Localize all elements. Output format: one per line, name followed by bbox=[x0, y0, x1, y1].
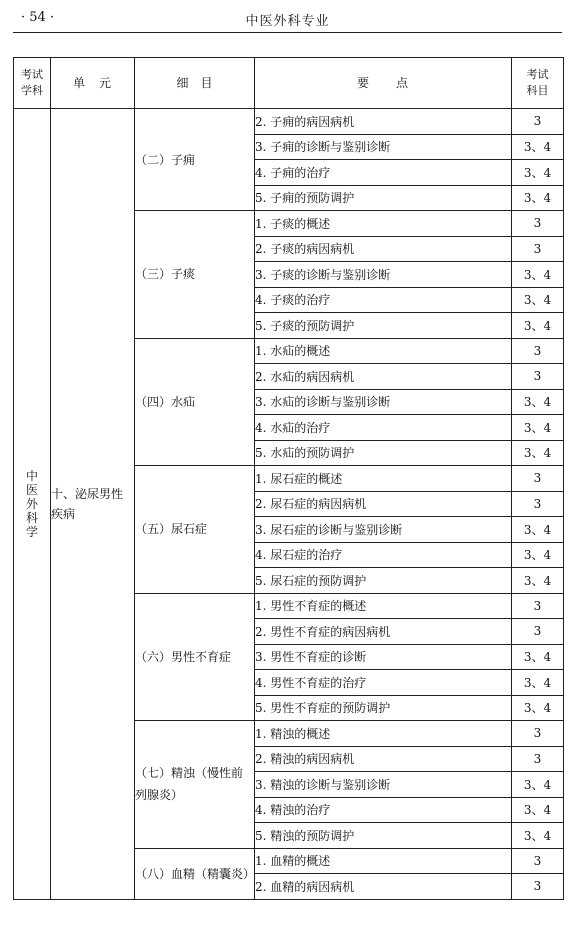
key-point-cell: 5. 水疝的预防调护 bbox=[255, 440, 512, 466]
key-point-cell: 3. 水疝的诊断与鉴别诊断 bbox=[255, 389, 512, 415]
exam-subject-cell: 3、4 bbox=[512, 542, 564, 568]
key-point-cell: 2. 子痰的病因病机 bbox=[255, 236, 512, 262]
exam-subject-cell: 3、4 bbox=[512, 440, 564, 466]
unit-cell: 十、泌尿男性疾病 bbox=[51, 109, 135, 900]
table-header-row bbox=[14, 58, 564, 109]
detail-cell: （五）尿石症 bbox=[135, 466, 255, 594]
key-point-cell: 3. 尿石症的诊断与鉴别诊断 bbox=[255, 517, 512, 543]
exam-subject-cell: 3 bbox=[512, 491, 564, 517]
exam-subject-cell: 3、4 bbox=[512, 262, 564, 288]
key-point-cell: 5. 男性不育症的预防调护 bbox=[255, 695, 512, 721]
page-number: · 54 · bbox=[21, 10, 55, 25]
subject-cell bbox=[14, 109, 51, 900]
exam-subject-cell: 3 bbox=[512, 466, 564, 492]
exam-subject-cell: 3 bbox=[512, 236, 564, 262]
key-point-cell: 3. 男性不育症的诊断 bbox=[255, 644, 512, 670]
key-point-cell: 1. 血精的概述 bbox=[255, 848, 512, 874]
key-point-cell: 2. 子痈的病因病机 bbox=[255, 109, 512, 135]
key-point-cell: 5. 子痰的预防调护 bbox=[255, 313, 512, 339]
column-header-subject: 考试学科 bbox=[14, 58, 51, 109]
exam-subject-cell: 3 bbox=[512, 593, 564, 619]
key-point-cell: 2. 男性不育症的病因病机 bbox=[255, 619, 512, 645]
key-point-cell: 2. 血精的病因病机 bbox=[255, 874, 512, 900]
exam-subject-cell: 3、4 bbox=[512, 160, 564, 186]
detail-cell: （二）子痈 bbox=[135, 109, 255, 211]
key-point-cell: 1. 尿石症的概述 bbox=[255, 466, 512, 492]
key-point-cell: 4. 尿石症的治疗 bbox=[255, 542, 512, 568]
column-header-exam-subject: 考试科目 bbox=[512, 58, 564, 109]
table-row bbox=[14, 109, 564, 135]
exam-subject-cell: 3、4 bbox=[512, 134, 564, 160]
exam-subject-cell: 3 bbox=[512, 109, 564, 135]
exam-subject-cell: 3 bbox=[512, 848, 564, 874]
detail-cell: （三）子痰 bbox=[135, 211, 255, 339]
exam-subject-cell: 3、4 bbox=[512, 772, 564, 798]
column-header-unit: 单 元 bbox=[51, 58, 135, 109]
exam-subject-cell: 3、4 bbox=[512, 389, 564, 415]
key-point-cell: 1. 水疝的概述 bbox=[255, 338, 512, 364]
key-point-cell: 2. 精浊的病因病机 bbox=[255, 746, 512, 772]
exam-subject-cell: 3 bbox=[512, 746, 564, 772]
key-point-cell: 2. 尿石症的病因病机 bbox=[255, 491, 512, 517]
key-point-cell: 1. 精浊的概述 bbox=[255, 721, 512, 747]
detail-cell: （七）精浊（慢性前列腺炎） bbox=[135, 721, 255, 849]
column-header-key-points: 要 点 bbox=[255, 58, 512, 109]
column-header-detail: 细 目 bbox=[135, 58, 255, 109]
key-point-cell: 3. 精浊的诊断与鉴别诊断 bbox=[255, 772, 512, 798]
key-point-cell: 1. 男性不育症的概述 bbox=[255, 593, 512, 619]
table-body bbox=[14, 109, 564, 900]
exam-subject-cell: 3 bbox=[512, 211, 564, 237]
exam-subject-cell: 3、4 bbox=[512, 313, 564, 339]
exam-subject-cell: 3、4 bbox=[512, 287, 564, 313]
key-point-cell: 5. 子痈的预防调护 bbox=[255, 185, 512, 211]
key-point-cell: 5. 精浊的预防调护 bbox=[255, 823, 512, 849]
exam-subject-cell: 3、4 bbox=[512, 517, 564, 543]
key-point-cell: 3. 子痈的诊断与鉴别诊断 bbox=[255, 134, 512, 160]
subject-label: 中医外科学 bbox=[25, 468, 38, 539]
key-point-cell: 5. 尿石症的预防调护 bbox=[255, 568, 512, 594]
exam-subject-cell: 3 bbox=[512, 721, 564, 747]
running-title: 中医外科专业 bbox=[245, 14, 330, 29]
key-point-cell: 4. 男性不育症的治疗 bbox=[255, 670, 512, 696]
exam-subject-cell: 3 bbox=[512, 619, 564, 645]
exam-subject-cell: 3、4 bbox=[512, 415, 564, 441]
key-point-cell: 2. 水疝的病因病机 bbox=[255, 364, 512, 390]
exam-subject-cell: 3、4 bbox=[512, 695, 564, 721]
exam-subject-cell: 3、4 bbox=[512, 568, 564, 594]
exam-subject-cell: 3、4 bbox=[512, 185, 564, 211]
key-point-cell: 3. 子痰的诊断与鉴别诊断 bbox=[255, 262, 512, 288]
detail-cell: （四）水疝 bbox=[135, 338, 255, 466]
key-point-cell: 4. 水疝的治疗 bbox=[255, 415, 512, 441]
key-point-cell: 4. 精浊的治疗 bbox=[255, 797, 512, 823]
syllabus-table bbox=[13, 57, 564, 900]
exam-subject-cell: 3 bbox=[512, 364, 564, 390]
exam-subject-cell: 3、4 bbox=[512, 797, 564, 823]
exam-subject-cell: 3 bbox=[512, 338, 564, 364]
exam-subject-cell: 3、4 bbox=[512, 644, 564, 670]
exam-subject-cell: 3、4 bbox=[512, 823, 564, 849]
exam-subject-cell: 3 bbox=[512, 874, 564, 900]
detail-cell: （八）血精（精囊炎） bbox=[135, 848, 255, 899]
exam-subject-cell: 3、4 bbox=[512, 670, 564, 696]
key-point-cell: 1. 子痰的概述 bbox=[255, 211, 512, 237]
key-point-cell: 4. 子痈的治疗 bbox=[255, 160, 512, 186]
page-header bbox=[13, 8, 562, 30]
header-rule bbox=[13, 32, 562, 33]
key-point-cell: 4. 子痰的治疗 bbox=[255, 287, 512, 313]
detail-cell: （六）男性不育症 bbox=[135, 593, 255, 721]
